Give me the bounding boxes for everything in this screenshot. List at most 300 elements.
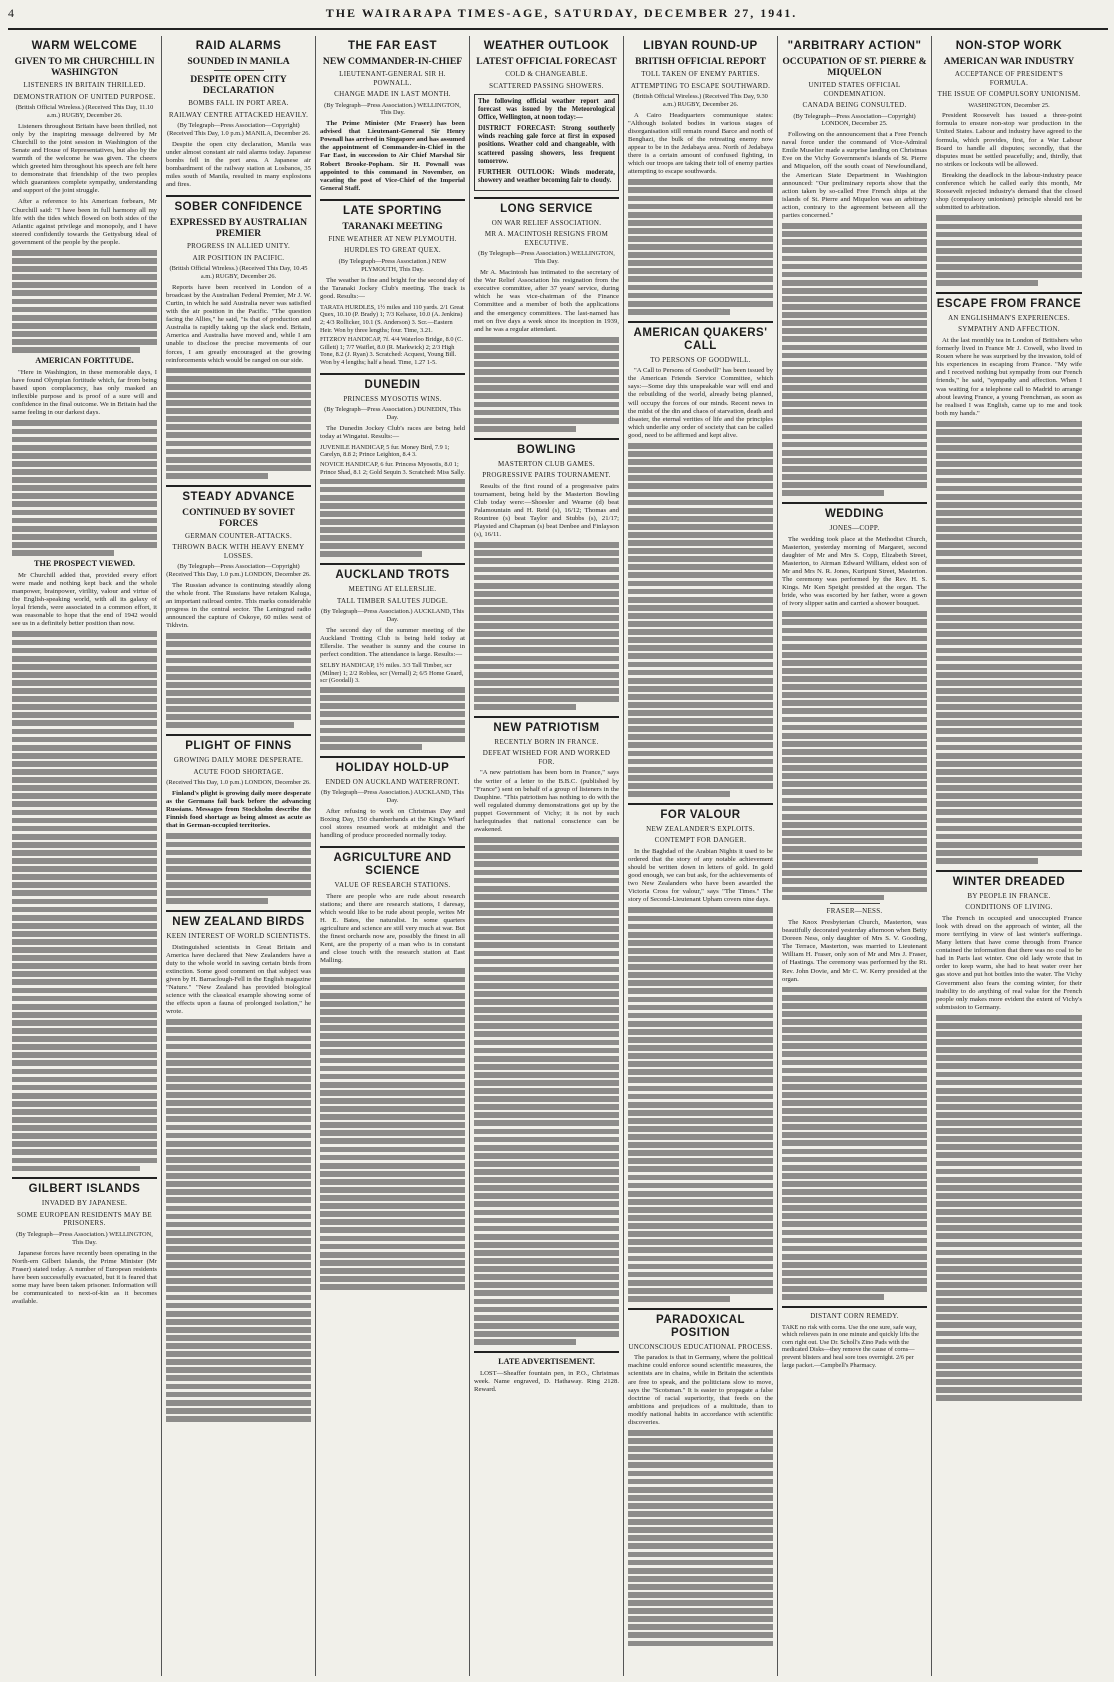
text-line-placeholder [166, 376, 311, 382]
text-line-placeholder [12, 785, 157, 791]
text-line-placeholder [474, 345, 619, 351]
text-line-placeholder [12, 850, 157, 856]
text-line-placeholder [936, 1355, 1082, 1361]
deck: SCATTERED PASSING SHOWERS. [489, 81, 604, 90]
text-line-placeholder [936, 793, 1082, 799]
text-line-placeholder [12, 1069, 157, 1075]
text-line-placeholder [628, 694, 773, 700]
race-result: SELBY HANDICAP, 1½ miles. 3/3 Tall Timber, scr (Milner) 1; 2/2 Roblea, scr (Vernall) 2; 6/5 Home Guard, scr (Goodall) 3. [320, 662, 464, 685]
text-line-placeholder [474, 1031, 619, 1037]
text-line-placeholder [320, 1211, 465, 1217]
deck: LISTENERS IN BRITAIN THRILLED. [23, 81, 146, 89]
text-line-placeholder [474, 410, 619, 416]
text-line-placeholder [166, 1262, 311, 1268]
text-line-placeholder [166, 666, 311, 672]
text-line-placeholder [12, 1004, 157, 1010]
text-line-placeholder [782, 393, 927, 399]
text-line-placeholder [166, 1327, 311, 1333]
text-line-placeholder [782, 1238, 927, 1244]
text-line-placeholder [936, 1258, 1082, 1264]
text-line-placeholder [782, 239, 927, 245]
dateline: (By Telegraph—Press Association.) NEW PLYMOUTH, This Day. [338, 257, 447, 273]
text-line-placeholder [782, 1278, 927, 1284]
text-line-placeholder [782, 1221, 927, 1227]
text-line-placeholder [12, 801, 157, 807]
deck: BOMBS FALL IN PORT AREA. [188, 99, 289, 107]
text-line-placeholder [628, 1094, 773, 1100]
text-line-placeholder [474, 361, 619, 367]
text-line-placeholder [474, 853, 619, 859]
text-line-placeholder [782, 619, 927, 625]
text-line-placeholder [936, 1379, 1082, 1385]
text-line-placeholder [782, 1197, 927, 1203]
deck: FRASER—NESS. [826, 907, 883, 916]
text-line-placeholder [936, 1347, 1082, 1353]
text-line-placeholder [628, 1632, 773, 1638]
text-line-placeholder [782, 1140, 927, 1146]
text-line-placeholder [628, 276, 773, 282]
text-line-placeholder [782, 878, 927, 884]
text-line-placeholder [166, 408, 311, 414]
text-line-placeholder [12, 485, 157, 491]
text-line-placeholder [936, 534, 1082, 540]
section-subhead: AMERICAN FORTITUDE. [35, 355, 134, 365]
text-line-placeholder [628, 980, 773, 986]
text-line-placeholder [12, 315, 157, 321]
dateline: (By Telegraph—Press Association.) WELLINGTON, This Day. [16, 1230, 153, 1246]
text-line-placeholder [782, 644, 927, 650]
headline-new-patriotism: NEW PATRIOTISM [493, 721, 600, 734]
text-line-placeholder [628, 1535, 773, 1541]
text-line-placeholder [320, 527, 465, 533]
text-line-placeholder [320, 535, 465, 541]
text-line-placeholder [12, 493, 157, 499]
text-line-placeholder [12, 680, 157, 686]
text-line-placeholder [936, 623, 1082, 629]
dateline: (By Telegraph—Press Association.) WELLINGTON, This Day. [324, 101, 461, 117]
subhead: NEW COMMANDER-IN-CHIEF [322, 56, 463, 67]
text-line-placeholder [320, 1025, 465, 1031]
dateline: (British Official Wireless.) (Received This Day, 11.10 a.m.) RUGBY, December 26. [15, 104, 154, 119]
article-body: The Russian advance is continuing steadily along the whole front. The Russians have retaken Kaluga, an important railroad centre. This marks considerable progress in the central sector. The Leningrad radio announced the capture of Oskoye, 60 miles west of Tikhvin. [166, 581, 311, 630]
text-line-placeholder [628, 1069, 773, 1075]
text-line-placeholder [474, 967, 619, 973]
text-line-placeholder [474, 934, 619, 940]
deck: CHANGE MADE IN LAST MONTH. [334, 90, 451, 98]
text-line-placeholder [782, 1132, 927, 1138]
text-line-placeholder [782, 442, 927, 448]
text-line-placeholder [474, 894, 619, 900]
text-line-placeholder [628, 1280, 773, 1286]
text-line-placeholder [782, 490, 884, 496]
text-line-placeholder [936, 469, 1082, 475]
text-line-placeholder [320, 1276, 465, 1282]
text-line-placeholder [936, 826, 1082, 832]
text-line-placeholder [936, 615, 1082, 621]
text-line-placeholder [166, 465, 311, 471]
text-line-placeholder [628, 791, 730, 797]
text-line-placeholder [12, 469, 157, 475]
headline-arbitrary-action: "ARBITRARY ACTION" [787, 40, 922, 52]
headline-late-sporting: LATE SPORTING [343, 204, 442, 217]
text-line-placeholder [474, 1307, 619, 1313]
text-line-placeholder [628, 1247, 773, 1253]
text-line-placeholder [628, 467, 773, 473]
text-line-placeholder [12, 971, 157, 977]
text-line-placeholder [936, 1225, 1082, 1231]
text-line-placeholder [474, 393, 619, 399]
text-line-placeholder [628, 742, 773, 748]
columns [8, 36, 1108, 1676]
text-line-placeholder [782, 328, 927, 334]
text-line-placeholder [474, 1266, 619, 1272]
text-line-placeholder [320, 1098, 465, 1104]
text-line-placeholder [474, 1145, 619, 1151]
deck: ENDED ON AUCKLAND WATERFRONT. [325, 777, 460, 786]
article-body: Results of the first round of a progressive pairs tournament, being held by the Masterton Bowling Club today were:—Shoesler and Wearne (d) beat Palamountain and H. Reid (s), 16/12; Thomas and Rountree (s) beat Taylor and Stubbs (s), 21/17; Playsted and Chapman (s) beat Denbee and Finlayson (s), 16/11. [474, 482, 619, 539]
text-line-placeholder [936, 1128, 1082, 1134]
text-line-placeholder [782, 1246, 927, 1252]
text-line-placeholder [936, 753, 1082, 759]
deck: KEEN INTEREST OF WORLD SCIENTISTS. [166, 932, 311, 940]
text-line-placeholder [320, 1122, 465, 1128]
text-line-placeholder [628, 1430, 773, 1436]
text-line-placeholder [12, 429, 157, 435]
text-line-placeholder [782, 247, 927, 253]
text-line-placeholder [166, 1222, 311, 1228]
text-line-placeholder [474, 910, 619, 916]
text-line-placeholder [782, 312, 927, 318]
text-line-placeholder [628, 268, 773, 274]
text-line-placeholder [936, 1055, 1082, 1061]
text-line-placeholder [12, 842, 157, 848]
text-line-placeholder [936, 1104, 1082, 1110]
text-line-placeholder [474, 1112, 619, 1118]
text-line-placeholder [628, 1552, 773, 1558]
headline-escape-from-france: ESCAPE FROM FRANCE [936, 297, 1082, 310]
text-line-placeholder [474, 353, 619, 359]
text-line-placeholder [782, 1149, 927, 1155]
text-line-placeholder [166, 416, 311, 422]
text-line-placeholder [936, 639, 1082, 645]
headline-libyan-round-up: LIBYAN ROUND-UP [643, 40, 758, 52]
headline-weather-outlook: WEATHER OUTLOOK [483, 40, 610, 52]
text-line-placeholder [12, 915, 157, 921]
text-line-placeholder [628, 1264, 773, 1270]
text-line-placeholder [782, 1043, 927, 1049]
text-line-placeholder [320, 495, 465, 501]
text-line-placeholder [628, 293, 773, 299]
text-line-placeholder [12, 1028, 157, 1034]
text-line-placeholder [166, 866, 311, 872]
text-line-placeholder [166, 1278, 311, 1284]
text-line-placeholder [166, 1181, 311, 1187]
text-line-placeholder [782, 862, 927, 868]
text-line-placeholder [782, 1100, 927, 1106]
text-line-placeholder [936, 526, 1082, 532]
article-body: The Knox Presbyterian Church, Masterton, was beautifully decorated yesterday afternoon when Betty Doreen Ness, only daughter of Mrs S. V. Gooding, The Terrace, Masterton, was married to Lieutenant William H. Fraser, only son of Mr and Mrs J. Fraser, of Hastings. The ceremony was performed by the Rt. Rev. John Dovie, and Mr C. W. Kerry presided at the organ. [782, 918, 927, 983]
text-line-placeholder [628, 702, 773, 708]
text-line-placeholder [320, 1163, 465, 1169]
subhead: LATEST OFFICIAL FORECAST [476, 56, 617, 67]
text-line-placeholder [12, 1077, 157, 1083]
text-line-placeholder [166, 898, 268, 904]
text-line-placeholder [474, 1250, 619, 1256]
text-line-placeholder [320, 487, 465, 493]
text-line-placeholder [628, 179, 773, 185]
text-line-placeholder [474, 1088, 619, 1094]
text-line-placeholder [628, 718, 773, 724]
text-line-placeholder [320, 1001, 465, 1007]
deck: MASTERTON CLUB GAMES. [498, 459, 595, 468]
headline-gilbert-islands: GILBERT ISLANDS [28, 1183, 141, 1196]
text-line-placeholder [474, 999, 619, 1005]
text-line-placeholder [474, 426, 576, 432]
text-line-placeholder [12, 534, 157, 540]
text-line-placeholder [320, 519, 465, 525]
text-line-placeholder [936, 502, 1082, 508]
text-line-placeholder [782, 231, 927, 237]
classified-ad: LOST—Sheaffer fountain pen, in P.O., Christmas week. Name engraved, D. Hathaway. Ring 2128. Reward. [474, 1369, 619, 1393]
text-line-placeholder [12, 1020, 157, 1026]
text-line-placeholder [166, 441, 311, 447]
text-line-placeholder [12, 810, 157, 816]
text-line-placeholder [320, 1106, 465, 1112]
text-line-placeholder [628, 956, 773, 962]
text-line-placeholder [936, 1266, 1082, 1272]
text-line-placeholder [12, 339, 157, 345]
text-line-placeholder [12, 282, 157, 288]
text-line-placeholder [474, 1169, 619, 1175]
text-line-placeholder [474, 664, 619, 670]
text-line-placeholder [782, 660, 927, 666]
text-line-placeholder [936, 1242, 1082, 1248]
article-body: "A new patriotism has been born in France," says the writer of a letter to the B.B.C. (published by "France") sent on behalf of a group of listeners in the Dauphine. "This patriotism has nothing to do with the well regulated dummy demonstrations got up by the puppet Government of Vichy; it is not by such harlequinades that national conscience can be awakened. [474, 769, 619, 834]
text-line-placeholder [628, 916, 773, 922]
text-line-placeholder [166, 1116, 311, 1122]
text-line-placeholder [936, 1209, 1082, 1215]
text-line-placeholder [12, 818, 157, 824]
text-line-placeholder [936, 1144, 1082, 1150]
text-line-placeholder [628, 670, 773, 676]
dateline: WASHINGTON, December 25. [968, 101, 1050, 109]
deck: PROGRESSIVE PAIRS TOURNAMENT. [482, 471, 611, 480]
text-line-placeholder [12, 1141, 157, 1147]
text-line-placeholder [166, 1375, 311, 1381]
text-line-placeholder [628, 1142, 773, 1148]
deck: SYMPATHY AND AFFECTION. [958, 325, 1060, 334]
text-line-placeholder [782, 870, 927, 876]
text-line-placeholder [782, 838, 927, 844]
text-line-placeholder [628, 1519, 773, 1525]
text-line-placeholder [474, 1323, 619, 1329]
race-result: FITZROY HANDICAP, 7f. 4/4 Waterloo Bridge, 8.0 (C. Gillett) 1; 7/7 Waiflet, 8.0 (R. Markwick) 2; 2/3 High Tone, 8.2 (J. Ryan) 3. Scratched: Acquest, Young Bill. Won by 4 lengths; half a head. Time, 1.27 1-5. [320, 336, 463, 366]
text-line-placeholder [166, 890, 311, 896]
text-line-placeholder [936, 575, 1082, 581]
text-line-placeholder [474, 607, 619, 613]
article-body: Distinguished scientists in Great Britain and America have declared that New Zealanders have a duty to the whole world in saving certain birds from extinction. Some good comment on that subject was given by H. Barraclough-Fell in the English magazine "Nature." "New Zealand has provided biological science with the classical example showing some of the effects upon a fauna of prolonged isolation," he wrote. [166, 943, 311, 1016]
text-line-placeholder [166, 384, 311, 390]
text-line-placeholder [782, 272, 927, 278]
text-line-placeholder [474, 418, 619, 424]
text-line-placeholder [782, 700, 927, 706]
text-line-placeholder [936, 664, 1082, 670]
text-line-placeholder [628, 508, 773, 514]
text-line-placeholder [474, 623, 619, 629]
text-line-placeholder [628, 1543, 773, 1549]
text-line-placeholder [166, 1295, 311, 1301]
text-line-placeholder [782, 652, 927, 658]
text-line-placeholder [12, 526, 157, 532]
race-result: NOVICE HANDICAP, 6 fur. Princess Myosotis, 8.0 1; Prince Shad, 8.1 2; Gold Sequin 3. Scratched: Miss Sally. [320, 461, 465, 476]
text-line-placeholder [628, 907, 773, 913]
text-line-placeholder [628, 1183, 773, 1189]
deck: GROWING DAILY MORE DESPERATE. [173, 756, 304, 765]
text-line-placeholder [936, 834, 1082, 840]
text-line-placeholder [474, 1153, 619, 1159]
text-line-placeholder [474, 1193, 619, 1199]
text-line-placeholder [628, 260, 773, 266]
text-line-placeholder [782, 1254, 927, 1260]
text-line-placeholder [628, 1021, 773, 1027]
text-line-placeholder [474, 1120, 619, 1126]
text-line-placeholder [936, 1250, 1082, 1256]
text-line-placeholder [782, 1060, 927, 1066]
text-line-placeholder [628, 236, 773, 242]
subhead: OCCUPATION OF ST. PIERRE & MIQUELON [782, 56, 927, 78]
text-line-placeholder [782, 1011, 927, 1017]
text-line-placeholder [936, 704, 1082, 710]
text-line-placeholder [320, 1009, 465, 1015]
deck: JONES—COPP. [829, 524, 880, 533]
text-line-placeholder [628, 1446, 773, 1452]
text-line-placeholder [12, 745, 157, 751]
deck: PROGRESS IN ALLIED UNITY. [186, 242, 291, 251]
text-line-placeholder [320, 744, 422, 750]
headline-winter-dreaded: WINTER DREADED [952, 875, 1066, 888]
text-line-placeholder [320, 1049, 465, 1055]
text-line-placeholder [936, 728, 1082, 734]
text-line-placeholder [628, 972, 773, 978]
text-line-placeholder [782, 1286, 927, 1292]
text-line-placeholder [936, 1217, 1082, 1223]
text-line-placeholder [628, 228, 773, 234]
text-line-placeholder [12, 874, 157, 880]
article-body: The wedding took place at the Methodist Church, Masterton, yesterday morning of Margaret, second daughter of Mr and Mrs S. Copp, Elizabeth Street, Masterton, to Airman Edward William, eldest son of Mr and Mrs N. R. Jones, Kuripuni Street, Masterton. The ceremony was performed by the Rev. H. S. Kings. Mr Ken Speight presided at the organ. The bride, who was escorted by her father, wore a gown of ivory slipper satin and carried a shower bouquet. [782, 535, 927, 608]
text-line-placeholder [166, 682, 311, 688]
text-line-placeholder [474, 558, 619, 564]
text-line-placeholder [12, 550, 114, 556]
column-4 [470, 36, 624, 1676]
text-line-placeholder [936, 672, 1082, 678]
text-line-placeholder [628, 212, 773, 218]
text-line-placeholder [782, 1084, 927, 1090]
text-line-placeholder [320, 1082, 465, 1088]
text-line-placeholder [474, 1080, 619, 1086]
text-line-placeholder [936, 264, 1082, 270]
text-line-placeholder [474, 1137, 619, 1143]
text-line-placeholder [936, 1371, 1082, 1377]
text-line-placeholder [782, 1189, 927, 1195]
text-line-placeholder [936, 1088, 1082, 1094]
text-line-placeholder [628, 459, 773, 465]
text-line-placeholder [782, 425, 927, 431]
column-6 [778, 36, 932, 1676]
text-line-placeholder [166, 1303, 311, 1309]
text-line-placeholder [12, 420, 157, 426]
text-line-placeholder [320, 1195, 465, 1201]
article-body: Despite the open city declaration, Manila was under almost constant air raid alarms today. Japanese bombs fell in the port area. A Japanese air bombardment of the railway station at Losbanos, 35 miles south of Manila, resulted in many explosions and fires. [166, 140, 311, 189]
text-line-placeholder [936, 1096, 1082, 1102]
text-line-placeholder [628, 1641, 773, 1647]
text-line-placeholder [474, 983, 619, 989]
text-line-placeholder [12, 461, 157, 467]
text-line-placeholder [166, 1052, 311, 1058]
deck: MR A. MACINTOSH RESIGNS FROM EXECUTIVE. [484, 230, 609, 247]
deck: AN ENGLISHMAN'S EXPERIENCES. [948, 313, 1070, 322]
text-line-placeholder [474, 696, 619, 702]
text-line-placeholder [782, 1262, 927, 1268]
deck: RECENTLY BORN IN FRANCE. [494, 737, 599, 746]
text-line-placeholder [320, 1138, 465, 1144]
text-line-placeholder [166, 1027, 311, 1033]
text-line-placeholder [936, 1282, 1082, 1288]
text-line-placeholder [320, 1058, 465, 1064]
headline-new-zealand-birds: NEW ZEALAND BIRDS [172, 916, 305, 928]
headline-sober-confidence: SOBER CONFIDENCE [174, 201, 303, 214]
text-line-placeholder [936, 1322, 1082, 1328]
text-line-placeholder [782, 353, 927, 359]
text-line-placeholder [166, 874, 311, 880]
text-line-placeholder [782, 628, 927, 634]
text-line-placeholder [782, 450, 927, 456]
dateline: (By Telegraph—Press Association—Copyright) (Received This Day, 1.0 p.m.) LONDON, December 26. [166, 563, 311, 578]
text-line-placeholder [628, 686, 773, 692]
text-line-placeholder [474, 1299, 619, 1305]
text-line-placeholder [936, 559, 1082, 565]
masthead [8, 6, 1108, 30]
text-line-placeholder [12, 1093, 157, 1099]
text-line-placeholder [12, 1125, 157, 1131]
text-line-placeholder [936, 567, 1082, 573]
deck: TALL TIMBER SALUTES JUDGE. [336, 596, 449, 605]
text-line-placeholder [782, 377, 927, 383]
text-line-placeholder [782, 1294, 884, 1300]
text-line-placeholder [474, 583, 619, 589]
text-line-placeholder [628, 1527, 773, 1533]
text-line-placeholder [628, 710, 773, 716]
text-line-placeholder [628, 759, 773, 765]
text-line-placeholder [936, 1339, 1082, 1345]
text-line-placeholder [628, 1207, 773, 1213]
text-line-placeholder [782, 288, 927, 294]
text-line-placeholder [628, 621, 773, 627]
text-line-placeholder [320, 1219, 465, 1225]
deck: FINE WEATHER AT NEW PLYMOUTH. [328, 234, 457, 243]
text-line-placeholder [936, 1387, 1082, 1393]
text-line-placeholder [936, 591, 1082, 597]
text-line-placeholder [166, 1367, 311, 1373]
article-body: At the last monthly tea in London of Britishers who formerly lived in France Mr J. Cowell, who lived in Rouen where he was surprised by the invasion, told of his experiences in escaping from France. "My wife and I received nothing but sympathy from our French friends," he said, "sympathy and affection. When I was waiting for a telephone call to Madrid to arrange about leaving France, a young Frenchman, as soon as he realised I was English, came up to me and took both my hands." [936, 336, 1082, 417]
text-line-placeholder [166, 1319, 311, 1325]
text-line-placeholder [320, 1155, 465, 1161]
text-line-placeholder [320, 720, 465, 726]
text-line-placeholder [628, 1150, 773, 1156]
text-line-placeholder [474, 1339, 576, 1345]
deck: CONDITIONS OF LIVING. [965, 903, 1053, 912]
text-line-placeholder [12, 979, 157, 985]
text-line-placeholder [628, 726, 773, 732]
